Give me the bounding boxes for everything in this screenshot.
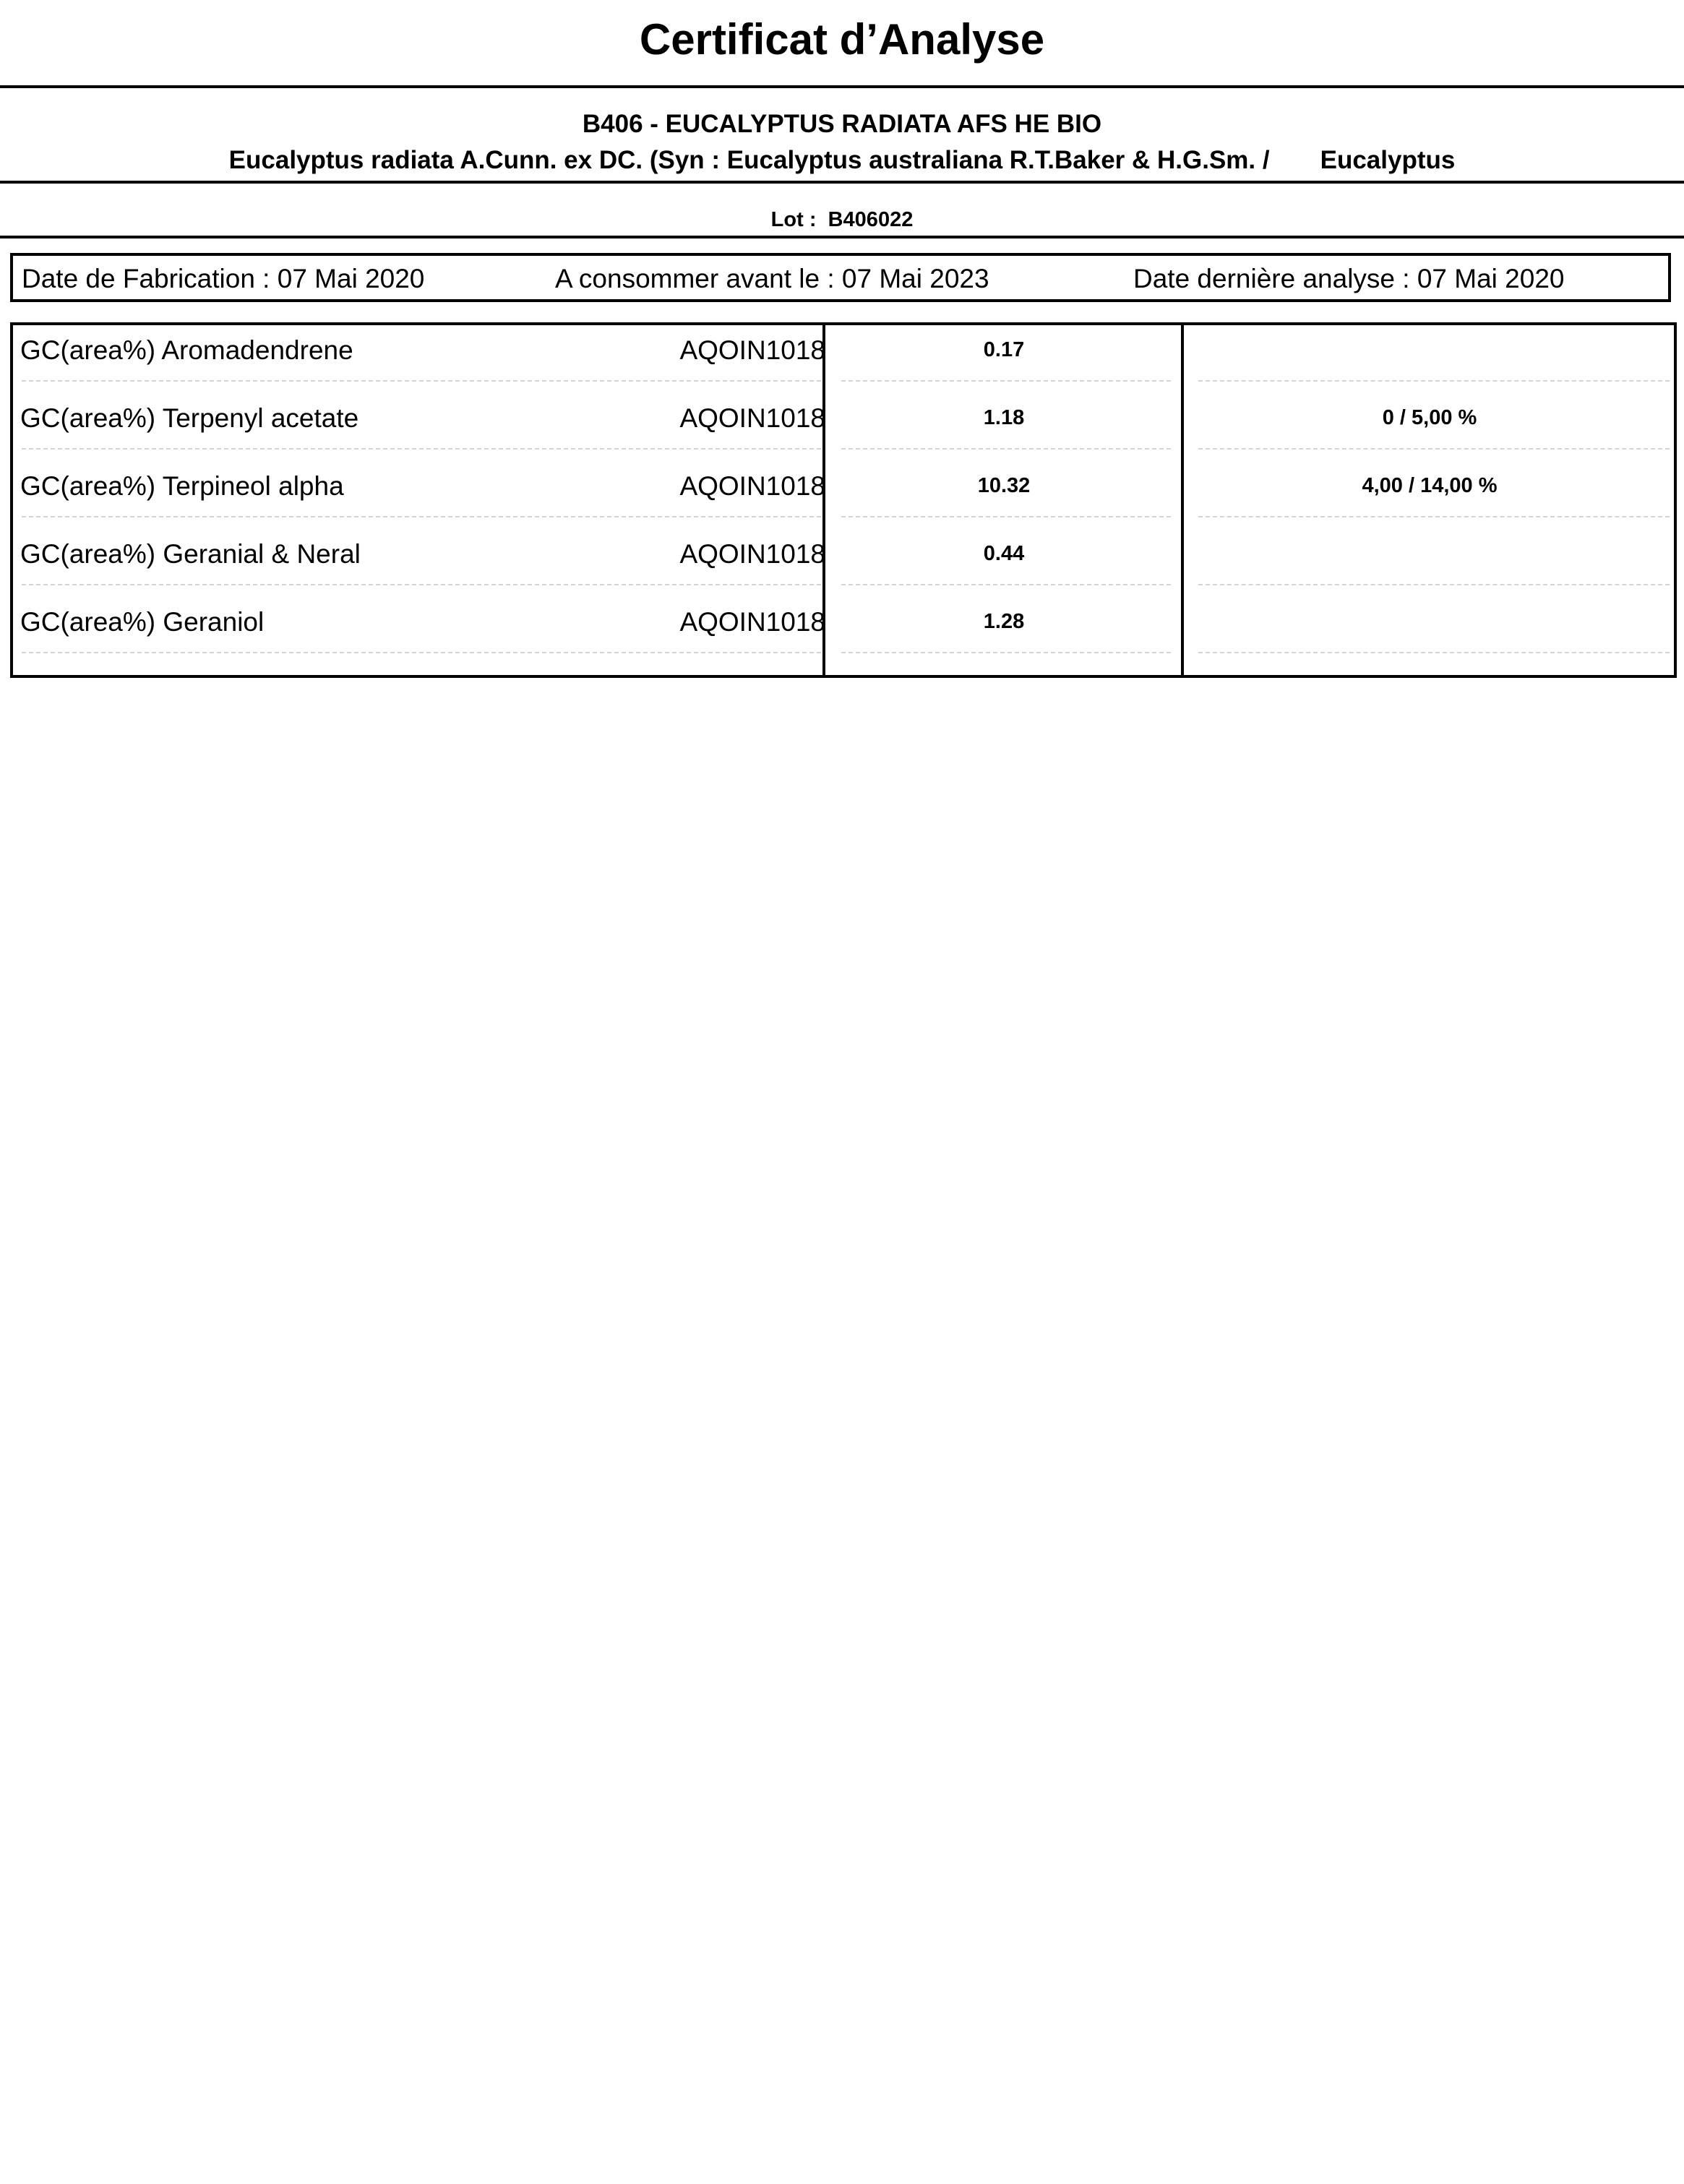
row-separator [841,380,1171,382]
latin-name-line [0,144,1684,177]
dates-box [10,253,1671,302]
parameter-name: GC(area%) Terpineol alpha [20,471,344,501]
divider [0,236,1684,238]
result-value: 1.28 [983,610,1025,633]
results-table [10,322,1677,678]
row-separator [841,652,1171,653]
method-code: AQOIN1018 [679,403,825,433]
product-line: B406 - EUCALYPTUS RADIATA AFS HE BIO [582,110,1102,138]
row-separator [1198,652,1670,653]
row-separator [22,652,821,653]
row-separator [841,448,1171,450]
lot-number: B406022 [828,208,914,231]
row-separator [841,584,1171,585]
table-row [13,461,1674,529]
common-name: Eucalyptus [1320,146,1456,174]
row-separator [1198,448,1670,450]
row-separator [22,516,821,517]
last-analysis-date: Date dernière analyse : 07 Mai 2020 [1133,264,1565,293]
document-title: Certificat d’Analyse [639,15,1045,64]
method-code: AQOIN1018 [679,335,825,365]
lot-line [0,206,1684,233]
divider [0,85,1684,88]
method-code: AQOIN1018 [679,471,825,501]
parameter-name: GC(area%) Geranial & Neral [20,539,361,569]
method-code: AQOIN1018 [679,607,825,637]
row-separator [22,584,821,585]
method-code: AQOIN1018 [679,539,825,569]
specification-range: 4,00 / 14,00 % [1362,474,1498,497]
specification-range: 0 / 5,00 % [1382,406,1477,429]
row-separator [1198,584,1670,585]
parameter-name: GC(area%) Geraniol [20,607,265,637]
row-separator [841,516,1171,517]
parameter-name: GC(area%) Terpenyl acetate [20,403,359,433]
best-before-date: A consommer avant le : 07 Mai 2023 [555,264,989,293]
row-separator [22,380,821,382]
result-value: 0.17 [983,338,1025,361]
row-separator [1198,380,1670,382]
divider [0,181,1684,184]
manufacture-date: Date de Fabrication : 07 Mai 2020 [22,264,425,293]
result-value: 10.32 [977,474,1031,497]
table-row [13,597,1674,665]
table-row [13,529,1674,597]
lot-label: Lot : [770,208,817,231]
table-row [13,325,1674,393]
row-separator [1198,516,1670,517]
result-value: 1.18 [983,406,1025,429]
row-separator [22,448,821,450]
table-row [13,393,1674,461]
result-value: 0.44 [983,542,1025,565]
latin-name: Eucalyptus radiata A.Cunn. ex DC. (Syn : Eucalyptus australiana R.T.Baker & H.G.Sm. / [228,146,1270,174]
parameter-name: GC(area%) Aromadendrene [20,335,353,365]
